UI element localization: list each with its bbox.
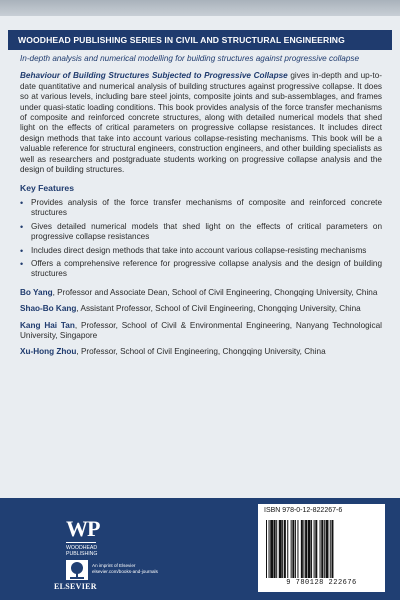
barcode-bar — [326, 520, 329, 578]
author-entry — [20, 288, 382, 298]
publisher-logo — [54, 516, 158, 591]
publisher-line1: WOODHEAD — [66, 545, 98, 551]
logo-divider — [66, 542, 96, 543]
barcode-bar — [311, 520, 312, 578]
list-item — [20, 222, 382, 243]
feature-text: Provides analysis of the force transfer mechanisms of composite and reinforced concrete structures — [31, 197, 382, 218]
bullet-icon: • — [20, 258, 24, 269]
barcode-bar — [291, 520, 292, 578]
barcode-bar — [331, 520, 333, 578]
feature-text: Gives detailed numerical models that shed light on the effects of critical parameters on progressive collapse resistances — [31, 221, 382, 242]
barcode-bar — [321, 520, 323, 578]
book-title: Behaviour of Building Structures Subjected to Progressive Collapse — [20, 71, 288, 81]
barcode-bar — [297, 520, 298, 578]
feature-text: Offers a comprehensive reference for progressive collapse analysis and the design of building structures — [31, 258, 382, 279]
author-details: , Professor and Associate Dean, School of Civil Engineering, Chongqing University, China — [52, 287, 378, 297]
author-details: , Assistant Professor, School of Civil Engineering, Chongqing University, China — [76, 304, 361, 314]
list-item — [20, 198, 382, 219]
imprint-info — [92, 563, 158, 575]
isbn-box — [258, 504, 385, 592]
barcode-bar — [292, 520, 294, 578]
barcode-bar — [266, 520, 267, 578]
bullet-icon: • — [20, 197, 24, 208]
barcode-bar — [314, 520, 315, 578]
imprint-url: elsevier.com/books-and-journals — [92, 569, 158, 574]
barcode-icon — [264, 520, 379, 578]
barcode-bar — [315, 520, 317, 578]
isbn-label: ISBN 978-0-12-822267-6 — [264, 507, 343, 514]
barcode-bar — [276, 520, 277, 578]
barcode-bar — [279, 520, 282, 578]
author-name: Bo Yang — [20, 287, 53, 297]
barcode-bar — [282, 520, 283, 578]
publisher-line2: PUBLISHING — [66, 551, 98, 557]
barcode-bar — [330, 520, 331, 578]
author-name: Kang Hai Tan — [20, 320, 75, 330]
author-name: Shao-Bo Kang — [20, 304, 77, 314]
barcode-bar — [284, 520, 286, 578]
barcode-bar — [303, 520, 304, 578]
description-body: gives in-depth and up-to-date quantitative and numerical analysis of building structures against progressive collapse. It does so at various levels, including bare steel joints, composite joints and sub-assemblages, and frames under quasi-static loading conditions. This book provides analysis of the force transfer mechanisms of composite and reinforced concrete structures, along with detailed numerical models that shed light on the effects of critical parameters on progressive collapse resistances. It includes direct design methods that take into account various collapse-resisting mechanisms. This book will be a valuable reference for structural engineers, construction engineers, and other building specialists as well as researchers and postgraduate students working on progressive collapse analysis and the design of building structures. — [20, 71, 382, 175]
barcode-bar — [301, 520, 303, 578]
top-strip — [0, 0, 400, 16]
wp-logo-mark: WP — [66, 516, 100, 541]
elsevier-wordmark: ELSEVIER — [54, 582, 97, 591]
bullet-icon: • — [20, 221, 24, 232]
imprint-line: An imprint of Elsevier — [92, 563, 136, 568]
feature-text: Includes direct design methods that take into account various collapse-resisting mechanisms — [31, 245, 367, 255]
barcode-number: 9 780128 222676 — [286, 579, 357, 587]
list-item — [20, 246, 382, 256]
barcode-bar — [269, 520, 270, 578]
barcode-bar — [295, 520, 296, 578]
tagline: In-depth analysis and numerical modelling for building structures against progressive collapse — [20, 54, 360, 63]
barcode-bar — [287, 520, 288, 578]
key-features-list — [20, 198, 382, 280]
author-entry — [20, 321, 382, 342]
bullet-icon: • — [20, 245, 24, 256]
author-name: Xu-Hong Zhou — [20, 347, 77, 357]
list-item — [20, 259, 382, 280]
elsevier-tree-icon — [66, 560, 88, 580]
barcode-bar — [305, 520, 307, 578]
author-details: , Professor, School of Civil Engineering, Chongqing University, China — [76, 347, 326, 357]
barcode-bar — [320, 520, 321, 578]
publisher-name — [66, 545, 97, 557]
series-banner: WOODHEAD PUBLISHING SERIES IN CIVIL AND STRUCTURAL ENGINEERING — [8, 30, 392, 50]
author-details: , Professor, School of Civil & Environmental Engineering, Nanyang Technological University, Singapore — [20, 320, 382, 340]
author-entry — [20, 304, 382, 314]
barcode-bar — [270, 520, 273, 578]
barcode-bar — [324, 520, 325, 578]
back-cover-content — [20, 54, 382, 364]
barcode-bar — [274, 520, 276, 578]
barcode-bar — [308, 520, 311, 578]
author-entry — [20, 347, 382, 357]
key-features-heading: Key Features — [20, 183, 74, 194]
book-description — [20, 71, 382, 175]
